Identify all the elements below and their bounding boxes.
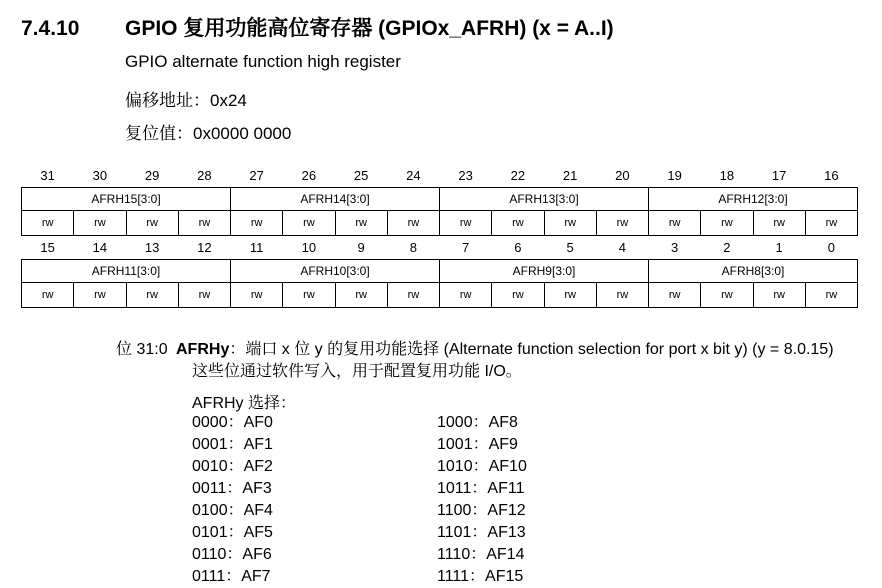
field-description-line2: 这些位通过软件写入，用于配置复用功能 I/O。 [192,363,522,380]
af-option: 1001：AF9 [437,436,518,453]
register-subtitle: GPIO alternate function high register [125,52,401,71]
bit-number: 25 [353,168,369,183]
access-type: rw [492,283,544,308]
bit-number: 13 [144,240,160,255]
access-type: rw [22,283,74,308]
af-option: 0011：AF3 [192,480,272,497]
bit-number: 15 [40,240,55,255]
af-option: 0110：AF6 [192,546,272,563]
af-option: 0111：AF7 [192,568,271,585]
access-type: rw [178,283,230,308]
af-option: 0010：AF2 [192,458,273,475]
af-option: 1011：AF11 [437,480,525,497]
bit-number: 16 [824,168,839,183]
upper-bit-number-row [22,164,858,188]
bit-number: 5 [566,240,574,255]
bit-number: 29 [144,168,160,183]
af-option: 1110：AF14 [437,546,525,563]
access-type: rw [596,211,648,236]
access-type: rw [335,211,387,236]
register-field: AFRH10[3:0] [231,260,440,283]
bit-number: 10 [301,240,317,255]
access-type: rw [805,211,857,236]
access-type: rw [544,283,596,308]
bit-number: 7 [462,240,470,255]
access-type: rw [805,283,857,308]
access-type: rw [387,283,439,308]
af-option: 1100：AF12 [437,502,526,519]
upper-field-row [22,188,858,211]
bit-number: 19 [667,168,682,183]
bit-number: 8 [409,240,417,255]
access-type: rw [440,211,492,236]
af-option: 0001：AF1 [192,436,273,453]
options-right-column [437,412,527,588]
register-field: AFRH13[3:0] [440,188,649,211]
bit-number: 12 [197,240,212,255]
lower-field-row [22,260,858,283]
bit-number: 31 [40,168,55,183]
bit-number: 20 [615,168,630,183]
af-option: 1010：AF10 [437,458,527,475]
access-type: rw [753,211,805,236]
af-option: 0101：AF5 [192,524,273,541]
access-type: rw [492,211,544,236]
bit-number: 17 [771,168,787,183]
bit-number: 22 [510,168,526,183]
access-type: rw [126,283,178,308]
bit-number: 9 [357,240,365,255]
bit-number: 24 [406,168,421,183]
af-option: 0000：AF0 [192,414,273,431]
access-type: rw [178,211,230,236]
access-type: rw [701,211,753,236]
access-type: rw [283,283,335,308]
af-option: 1111：AF15 [437,568,524,585]
access-type: rw [74,283,126,308]
offset-address: 偏移地址：0x24 [125,91,247,110]
bit-number: 6 [514,240,522,255]
register-field: AFRH8[3:0] [649,260,858,283]
bit-number: 2 [723,240,731,255]
access-type: rw [231,283,283,308]
upper-access-row [22,211,858,236]
bit-number: 28 [197,168,212,183]
section-number: 7.4.10 [21,17,80,40]
field-description: ：端口 x 位 y 的复用功能选择 (Alternate function selection for port x bit y) (y = 8.0.15) [229,341,834,358]
access-type: rw [701,283,753,308]
access-type: rw [74,211,126,236]
af-option: 0100：AF4 [192,502,273,519]
bit-range: 位 31:0 [116,341,168,358]
bit-number: 18 [719,168,735,183]
bit-number: 14 [92,240,108,255]
field-name: AFRHy [176,341,230,358]
lower-access-row [22,283,858,308]
access-type: rw [283,211,335,236]
access-type: rw [753,283,805,308]
register-field: AFRH12[3:0] [649,188,858,211]
bit-number: 23 [458,168,473,183]
access-type: rw [440,283,492,308]
selection-label: AFRHy 选择： [192,395,297,412]
register-field: AFRH11[3:0] [22,260,231,283]
bit-number: 1 [775,240,783,255]
access-type: rw [231,211,283,236]
register-field: AFRH14[3:0] [231,188,440,211]
bit-number: 4 [618,240,626,255]
lower-bit-number-row [22,236,858,260]
access-type: rw [22,211,74,236]
access-type: rw [387,211,439,236]
bit-number: 30 [92,168,108,183]
reset-value: 复位值：0x0000 0000 [125,124,292,143]
access-type: rw [544,211,596,236]
access-type: rw [126,211,178,236]
bit-number: 26 [301,168,317,183]
access-type: rw [335,283,387,308]
bit-number: 11 [249,240,264,255]
access-type: rw [649,211,701,236]
register-field: AFRH15[3:0] [22,188,231,211]
bit-description [116,336,834,359]
af-option: 1000：AF8 [437,414,518,431]
access-type: rw [596,283,648,308]
bit-number: 3 [671,240,679,255]
bit-number: 27 [249,168,264,183]
bit-number: 21 [562,168,578,183]
options-left-column [192,412,273,588]
section-heading [21,12,614,42]
register-field: AFRH9[3:0] [440,260,649,283]
section-title: GPIO 复用功能高位寄存器 (GPIOx_AFRH) (x = A..I) [125,17,614,40]
register-bit-table [21,164,858,308]
access-type: rw [649,283,701,308]
af-option: 1101：AF13 [437,524,526,541]
bit-number: 0 [827,240,835,255]
